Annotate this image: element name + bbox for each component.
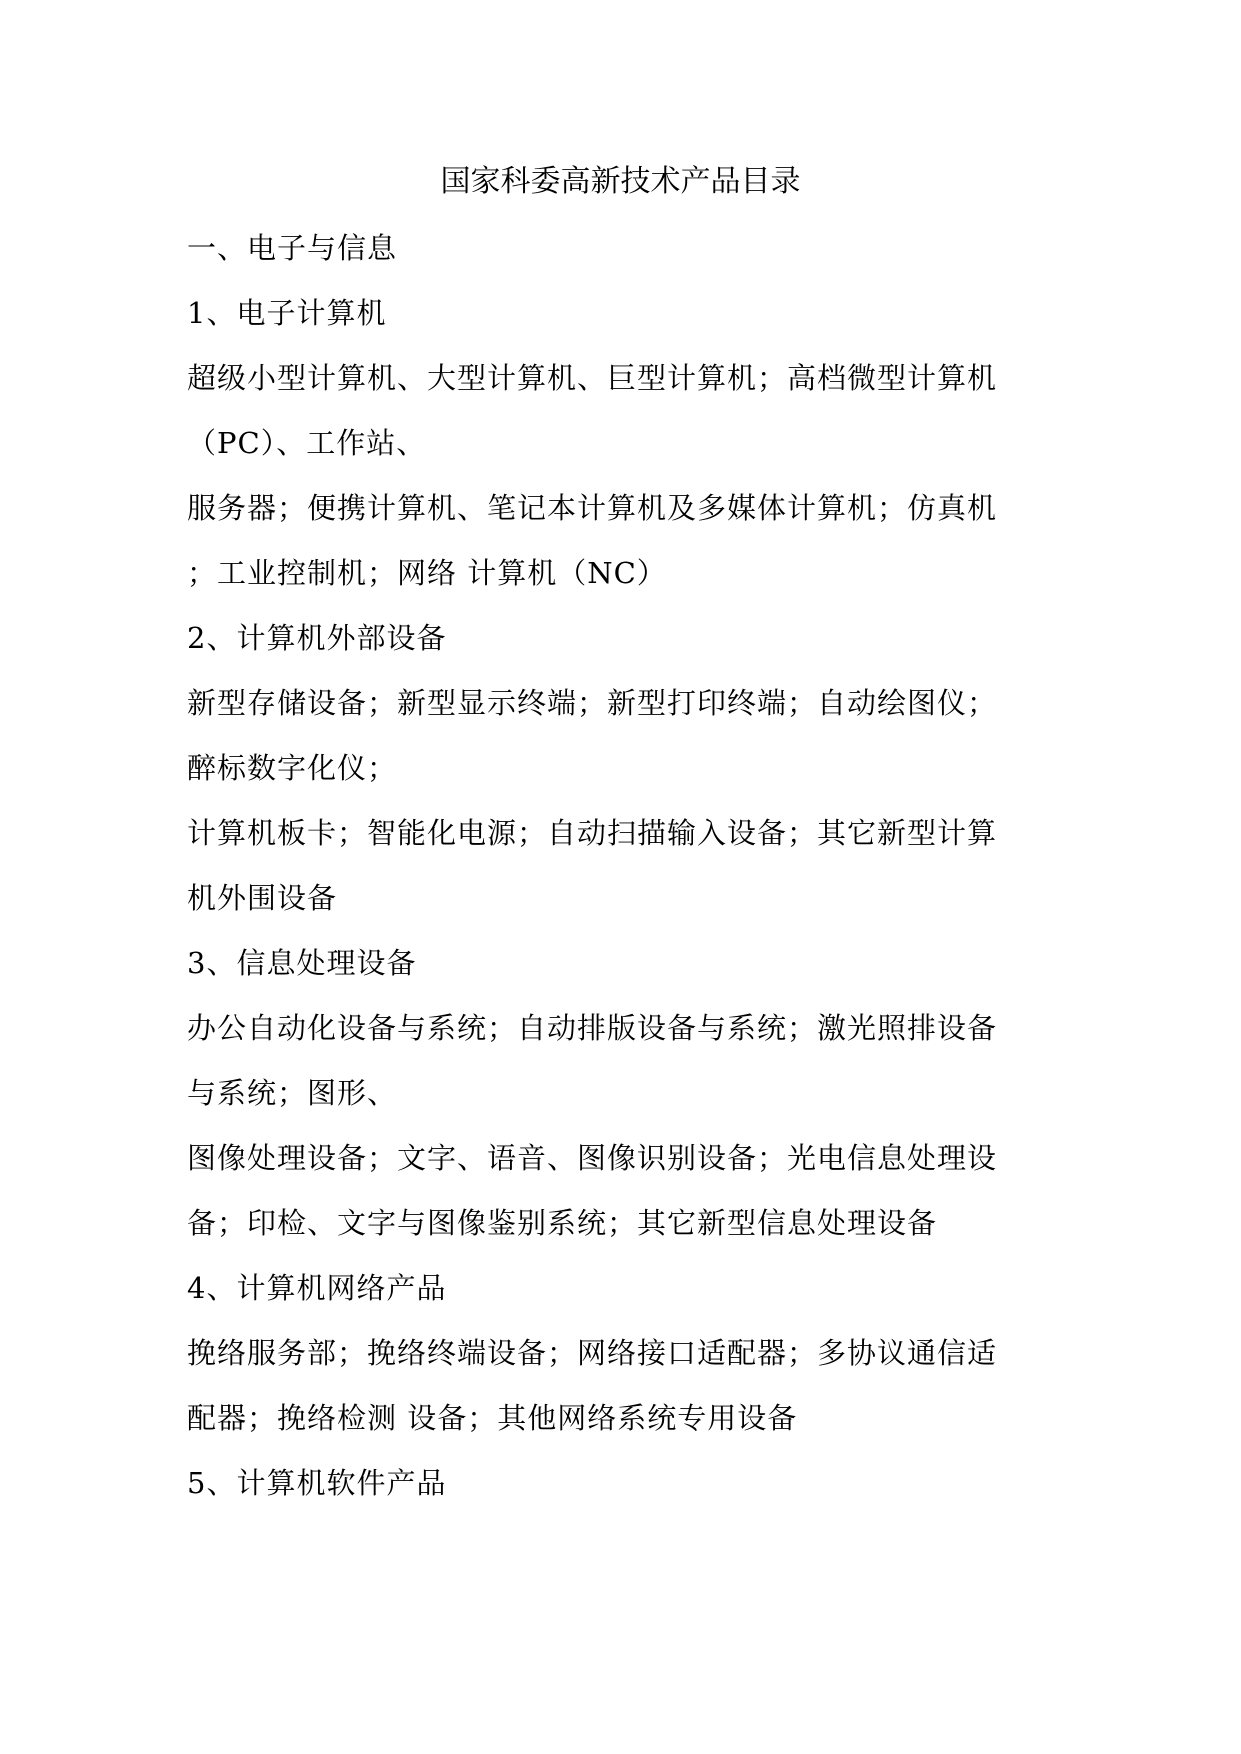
subsection-heading: 2、计算机外部设备 xyxy=(187,621,447,655)
subsection-heading: 5、计算机软件产品 xyxy=(187,1466,447,1500)
body-line: 新型存储设备；新型显示终端；新型打印终端；自动绘图仪； xyxy=(187,686,998,720)
subsection-heading: 1、电子计算机 xyxy=(187,296,387,330)
body-line: 醉标数字化仪； xyxy=(187,751,398,785)
body-line: 备；印检、文字与图像鉴别系统；其它新型信息处理设备 xyxy=(187,1206,938,1240)
body-line: 计算机板卡；智能化电源；自动扫描输入设备；其它新型计算 xyxy=(187,816,998,850)
document-title: 国家科委高新技术产品目录 xyxy=(440,164,801,199)
body-line: 超级小型计算机、大型计算机、巨型计算机；高档微型计算机 xyxy=(187,361,998,395)
section-heading: 一、电子与信息 xyxy=(187,231,398,265)
body-line: （PC）、工作站、 xyxy=(187,426,427,460)
body-line: 图像处理设备；文字、语音、图像识别设备；光电信息处理设 xyxy=(187,1141,998,1175)
body-line: 机外围设备 xyxy=(187,881,338,915)
body-line: 配器；挽络检测 设备；其他网络系统专用设备 xyxy=(187,1401,798,1435)
body-line: ；工业控制机；网络 计算机（NC） xyxy=(187,556,667,590)
subsection-heading: 3、信息处理设备 xyxy=(187,946,417,980)
subsection-heading: 4、计算机网络产品 xyxy=(187,1271,447,1305)
body-line: 与系统；图形、 xyxy=(187,1076,398,1110)
body-line: 办公自动化设备与系统；自动排版设备与系统；激光照排设备 xyxy=(187,1011,998,1045)
body-line: 服务器；便携计算机、笔记本计算机及多媒体计算机；仿真机 xyxy=(187,491,998,525)
body-line: 挽络服务部；挽络终端设备；网络接口适配器；多协议通信适 xyxy=(187,1336,998,1370)
